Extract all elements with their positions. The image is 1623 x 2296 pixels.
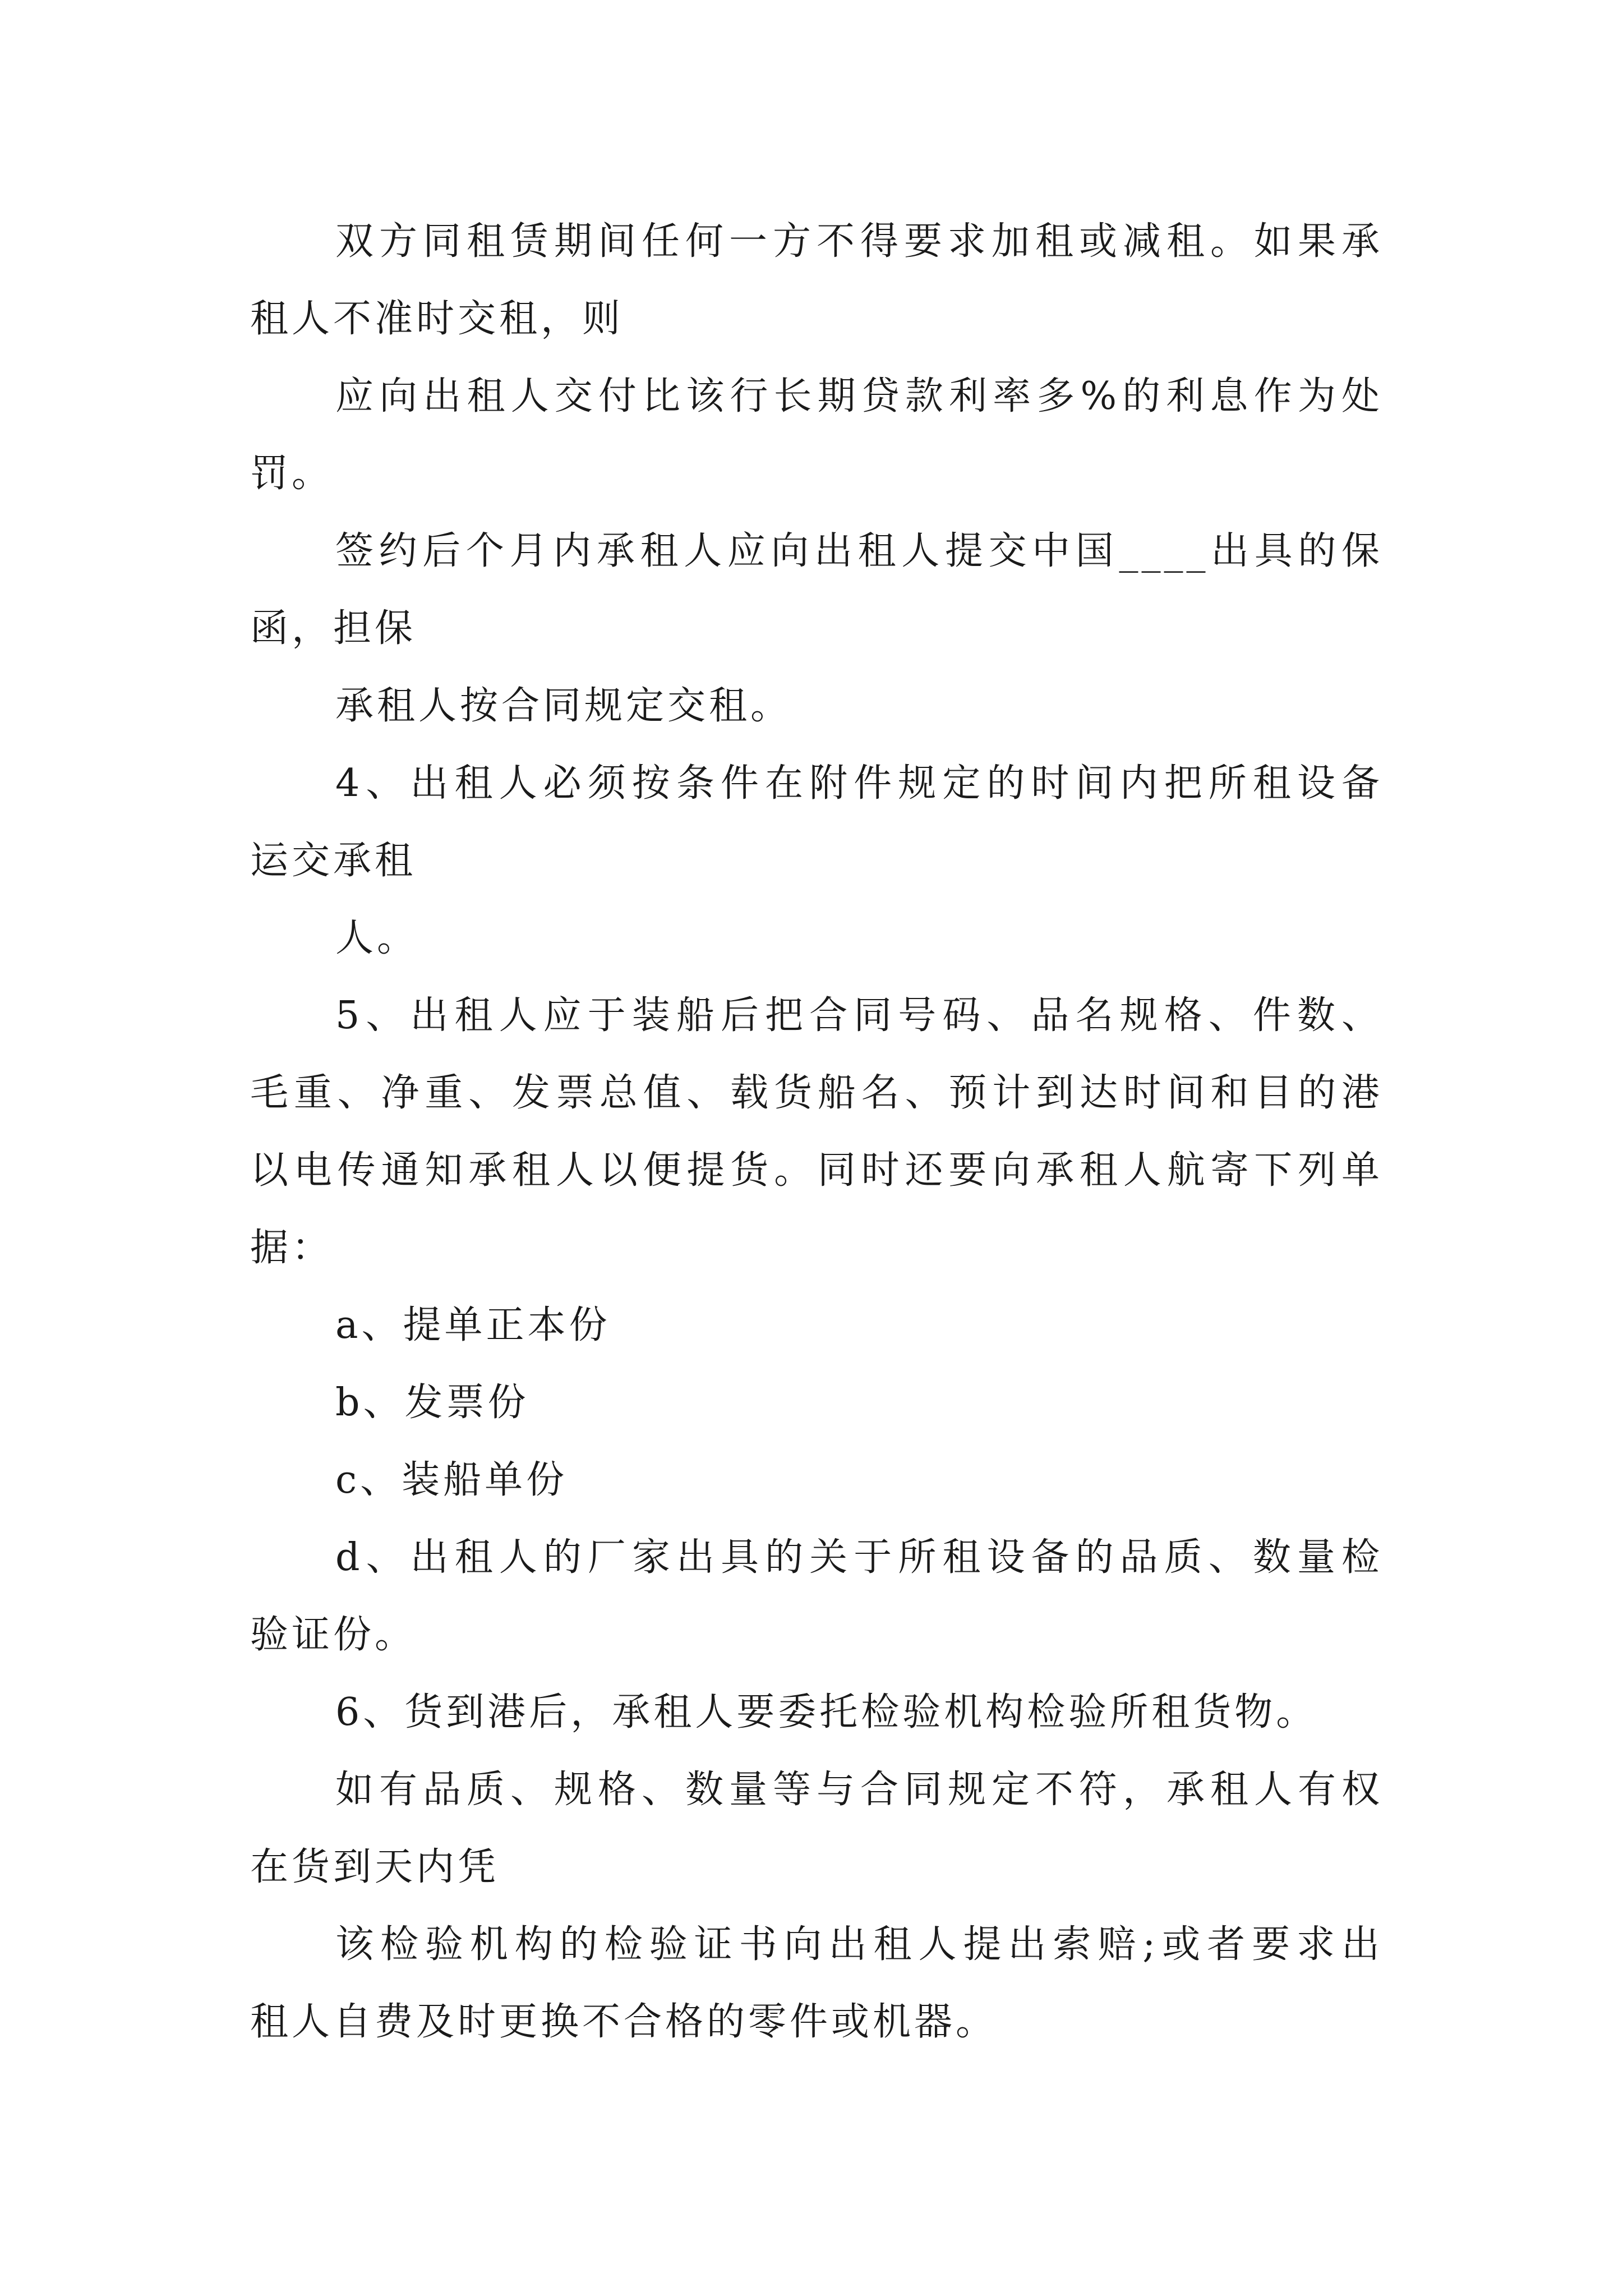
paragraph-7 (250, 977, 1383, 1287)
text-line: 据： (250, 1226, 334, 1270)
text-line: 毛重、净重、发票总值、载货船名、预计到达时间和目的港 (250, 1071, 1383, 1115)
text-line: 4、出租人必须按条件在附件规定的时间内把所租设备 (335, 761, 1383, 806)
text-line: 如有品质、规格、数量等与合同规定不符，承租人有权 (335, 1768, 1383, 1812)
paragraph-3 (250, 513, 1383, 668)
text-line: d、出租人的厂家出具的关于所租设备的品质、数量检 (335, 1535, 1383, 1580)
text-line: 在货到天内凭 (250, 1845, 500, 1889)
paragraph-4 (250, 668, 1383, 745)
document-body (250, 203, 1383, 2061)
paragraph-11 (250, 1519, 1383, 1674)
text-line: a、提单正本份 (335, 1303, 611, 1347)
paragraph-10 (250, 1442, 1383, 1519)
text-line: 租人自费及时更换不合格的零件或机器。 (250, 2000, 998, 2044)
paragraph-14 (250, 1906, 1383, 2061)
text-line: 罚。 (250, 452, 334, 496)
text-line: 双方同租赁期间任何一方不得要求加租或减租。如果承 (335, 219, 1383, 264)
text-line: 5、出租人应于装船后把合同号码、品名规格、件数、 (335, 993, 1383, 1038)
text-line: 该检验机构的检验证书向出租人提出索赔;或者要求出 (335, 1922, 1383, 1967)
paragraph-5 (250, 745, 1383, 900)
text-line: 应向出租人交付比该行长期贷款利率多%的利息作为处 (335, 374, 1383, 418)
paragraph-1 (250, 203, 1383, 358)
text-line: 以电传通知承租人以便提货。同时还要向承租人航寄下列单 (250, 1148, 1383, 1193)
paragraph-13 (250, 1751, 1383, 1906)
text-line: 运交承租 (250, 839, 417, 883)
text-line: 验证份。 (250, 1613, 417, 1657)
text-line: 人。 (335, 916, 419, 960)
text-line: 承租人按合同规定交租。 (335, 684, 792, 728)
paragraph-8 (250, 1287, 1383, 1364)
paragraph-6 (250, 900, 1383, 977)
text-line: 6、货到港后，承租人要委托检验机构检验所租货物。 (335, 1690, 1318, 1734)
paragraph-9 (250, 1364, 1383, 1442)
text-line: 签约后个月内承租人应向出租人提交中国____出具的保 (335, 529, 1383, 573)
text-line: c、装船单份 (335, 1458, 568, 1502)
paragraph-12 (250, 1674, 1383, 1751)
text-line: 租人不准时交租，则 (250, 297, 624, 341)
paragraph-2 (250, 358, 1383, 513)
text-line: 函，担保 (250, 606, 417, 651)
text-line: b、发票份 (335, 1381, 529, 1425)
